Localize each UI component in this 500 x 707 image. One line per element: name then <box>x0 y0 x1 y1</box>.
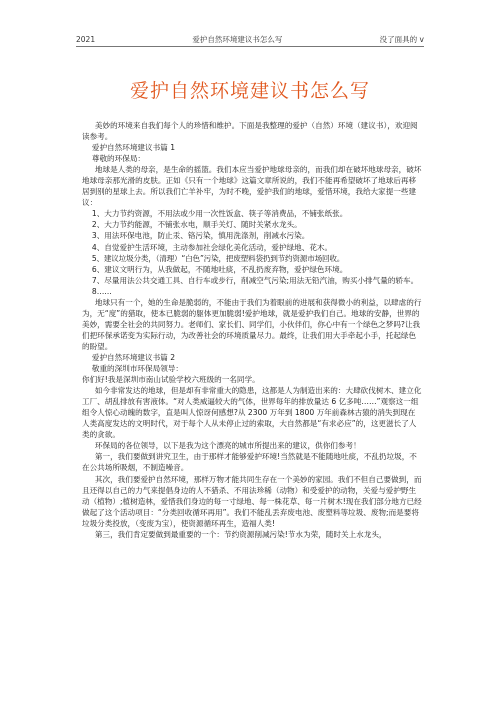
letter1-heading: 爱护自然环境建议书篇 1 <box>91 143 176 153</box>
letter1-paragraph: 地球是人类的母亲，是生命的摇篮。我们本应当爱护地球母亲的，而我们却在破坏地球母亲，破坏地球母亲那光滑的皮肤。正如《只有一个地球》这篇文章所说的，我们不能再希望破坏了地球后再移居到别的星球上去。所以我们亡羊补牢，为时不晚，爱护我们的地球，爱惜环境，我给大家提一些建议： <box>82 165 422 208</box>
header-author: 没了面具的 v <box>379 35 424 44</box>
header-divider <box>76 46 424 47</box>
letter2-paragraph: 环保局的各位领导，以下是我为这个漂亮的城市所提出来的建议，供你们参考！ <box>94 441 361 451</box>
letter2-paragraph: 第一，我们要做到讲究卫生，由于那样才能够爱护环境!当然就是不能随地吐痰，不乱扔垃圾，不在公共场所吸烟，不制造噪音。 <box>82 452 417 473</box>
suggestion-item: 2、大力节约能源，不铺张水电，顺手关灯、随时关紧水龙头。 <box>91 220 302 230</box>
letter2-paragraph: 如今非常发达的地球，但是却有非常重大的隐患，这都是人为制造出来的：大肆砍伐树木、建立化工厂、胡乱排放有害液体。“对人类威逼较大的气体，世界每年的排放量达 6 亿多吨……”观察这一组组令人惊心动魄的数字，直是叫人惊讶何感想?从 2300 万年到 1800 万年前森林古猿的消失到现在人类高度发达的文明时代，对于每个人从未停止过的索取，大自然都是“有求必应”的，这更滋长了人类的贪欲。 <box>82 386 422 440</box>
letter1-closing-paragraph: 地球只有一个，她的生命是脆弱的，不能由于我们为着眼前的进展和获得微小的利益，以肆虐的行为，无“度”的猎取，使本已脆弱的躯体更加脆弱!爱护地球，就是爱护我们自己。地球的安静，世界的美妙，需要全社会的共同努力。老师们、家长们、同学们，小伙伴们，你心中有一个绿色之梦吗?让我们把环保承诺变为实际行动，为改善社会的环境质量尽力。最终，让我们用大手牵起小手，托起绿色的盼望。 <box>82 297 422 351</box>
letter1-salutation: 尊敬的环保局： <box>91 154 146 164</box>
page-header <box>76 34 424 45</box>
letter2-heading: 爱护自然环境建议书篇 2 <box>91 352 176 362</box>
suggestion-item: 3、用法环保电池，防止汞、铬污染，慎用洗涤剂，削减水污染。 <box>91 231 310 241</box>
letter2-salutation: 敬重的深圳市环保局领导： <box>91 364 183 374</box>
suggestion-item: 1、大力节约资源，不用法或少用一次性饭盒、筷子等消费品，不铺张纸张。 <box>91 209 348 219</box>
suggestion-item: 7、尽量用法公共交通工具、自行车或步行，削减空气污染;用法无铅汽油，购买小排气量的轿车。 <box>91 275 419 285</box>
letter2-greeting: 你们好!我是深圳市南山试验学校六班级的一名同学。 <box>82 375 260 385</box>
letter2-paragraph: 第三，我们肯定要做到最重要的一个：节约资源削减污染!节水为荣，随时关上水龙头， <box>94 529 387 539</box>
suggestion-item: 4、自觉爱护生活环境，主动参加社会绿化美化活动，爱护绿地、花木。 <box>91 242 333 252</box>
document-body <box>82 120 422 540</box>
letter2-paragraph: 其次，我们要爱护自然环境，那样万物才能共同生存在一个美妙的家园。我们不但自己要做到，而且还得以自己的力气来提倡身边的人不猎杀、不用法珍稀（动物）和受爱护的动物，关爱与爱护野生动（植物）;植树造林，爱惜我们身边的每一寸绿地、每一株花草、每一片树木!现在我们部分地方已经做起了这个活动项目：“分类回收循环再用”。我们不能乱丢弃废电池、废塑料等垃圾、废物;而是要将垃圾分类投放，（变废为宝），使资源循环再生，造福人类! <box>82 474 422 528</box>
header-doc-title: 爱护自然环境建议书怎么写 <box>192 35 283 44</box>
header-year: 2021 <box>76 35 96 44</box>
suggestion-ellipsis: 8…… <box>91 286 112 296</box>
suggestion-item: 6、建议文明行为，从我做起，不随地吐痰，不乱扔废弃物，爱护绿色环境。 <box>91 264 348 274</box>
document-title: 爱护自然环境建议书怎么写 <box>129 80 370 102</box>
intro-paragraph: 美妙的环境来自我们每个人的珍惜和维护。下面是我整理的爱护（自然）环境（建议书），欢迎阅读参考。 <box>82 121 418 142</box>
suggestion-item: 5、建议垃圾分类，（清理）“白色”污染，把废塑料袋扔到节约资源市场回收。 <box>91 253 345 263</box>
